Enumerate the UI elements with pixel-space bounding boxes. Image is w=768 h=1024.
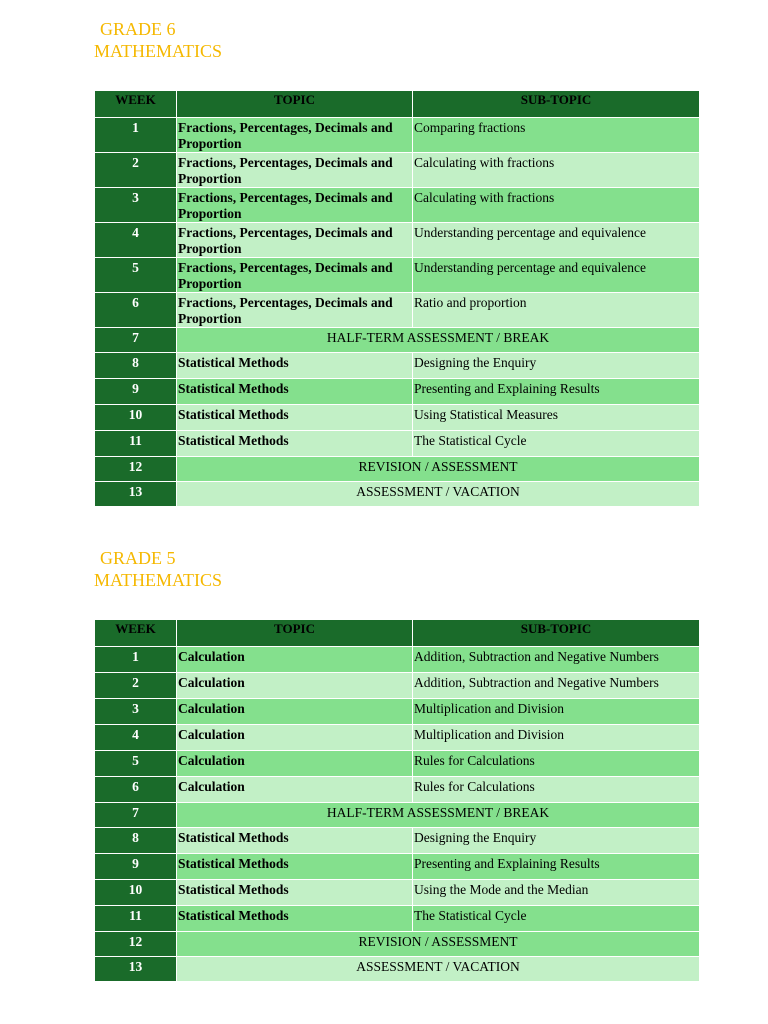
table-row [95,223,700,258]
merged-cell: HALF-TERM ASSESSMENT / BREAK [177,328,700,353]
subtopic-header: SUB-TOPIC [413,620,700,647]
table-row [95,431,700,457]
grade-label: GRADE 5 [100,548,176,568]
topic-cell: Statistical Methods [177,379,413,405]
week-cell: 6 [95,293,177,328]
week-cell: 11 [95,906,177,932]
topic-cell: Calculation [177,647,413,673]
table-row [95,647,700,673]
week-cell: 1 [95,647,177,673]
merged-cell: ASSESSMENT / VACATION [177,482,700,507]
subtopic-cell: Rules for Calculations [413,751,700,777]
topic-cell: Statistical Methods [177,854,413,880]
week-cell: 10 [95,405,177,431]
subject-label: MATHEMATICS [94,570,223,590]
table-row [95,153,700,188]
table-row [95,699,700,725]
week-cell: 2 [95,673,177,699]
merged-cell: REVISION / ASSESSMENT [177,932,700,957]
table-row [95,906,700,932]
topic-cell: Statistical Methods [177,353,413,379]
week-cell: 9 [95,854,177,880]
grade6-schedule-table [94,90,700,507]
table-row [95,482,700,507]
week-cell: 12 [95,932,177,957]
subtopic-cell: Ratio and proportion [413,293,700,328]
subtopic-cell: Presenting and Explaining Results [413,379,700,405]
table-row [95,777,700,803]
week-cell: 4 [95,725,177,751]
week-header: WEEK [95,91,177,118]
subtopic-cell: Understanding percentage and equivalence [413,258,700,293]
table-row [95,803,700,828]
week-cell: 6 [95,777,177,803]
subtopic-cell: Using Statistical Measures [413,405,700,431]
week-cell: 3 [95,188,177,223]
topic-cell: Calculation [177,673,413,699]
table-row [95,328,700,353]
week-cell: 4 [95,223,177,258]
subtopic-cell: The Statistical Cycle [413,431,700,457]
topic-cell: Statistical Methods [177,880,413,906]
subtopic-cell: Addition, Subtraction and Negative Numbers [413,647,700,673]
week-cell: 3 [95,699,177,725]
topic-cell: Statistical Methods [177,906,413,932]
table-row [95,828,700,854]
subtopic-cell: Calculating with fractions [413,188,700,223]
topic-cell: Calculation [177,725,413,751]
table-row [95,932,700,957]
week-cell: 1 [95,118,177,153]
subtopic-cell: Understanding percentage and equivalence [413,223,700,258]
week-cell: 5 [95,751,177,777]
subtopic-cell: Comparing fractions [413,118,700,153]
table-row [95,405,700,431]
week-cell: 9 [95,379,177,405]
topic-cell: Statistical Methods [177,431,413,457]
topic-header: TOPIC [177,91,413,118]
merged-cell: HALF-TERM ASSESSMENT / BREAK [177,803,700,828]
grade5-heading [94,547,699,591]
grade-label: GRADE 6 [100,19,176,39]
subtopic-cell: The Statistical Cycle [413,906,700,932]
week-cell: 7 [95,328,177,353]
week-cell: 13 [95,482,177,507]
week-cell: 12 [95,457,177,482]
table-row [95,673,700,699]
grade5-schedule-table [94,619,700,982]
topic-cell: Fractions, Percentages, Decimals and Proportion [177,293,413,328]
table-row [95,353,700,379]
week-cell: 10 [95,880,177,906]
table-row [95,188,700,223]
subtopic-cell: Presenting and Explaining Results [413,854,700,880]
subtopic-cell: Multiplication and Division [413,725,700,751]
grade6-section [94,18,699,499]
table-row [95,457,700,482]
subtopic-cell: Rules for Calculations [413,777,700,803]
table-row [95,725,700,751]
week-cell: 13 [95,957,177,982]
topic-cell: Fractions, Percentages, Decimals and Proportion [177,153,413,188]
table-row [95,379,700,405]
week-cell: 5 [95,258,177,293]
topic-header: TOPIC [177,620,413,647]
topic-cell: Fractions, Percentages, Decimals and Proportion [177,118,413,153]
week-cell: 7 [95,803,177,828]
topic-cell: Fractions, Percentages, Decimals and Proportion [177,258,413,293]
topic-cell: Statistical Methods [177,828,413,854]
week-cell: 11 [95,431,177,457]
grade5-section [94,547,699,974]
week-cell: 8 [95,828,177,854]
table-row [95,751,700,777]
subtopic-cell: Calculating with fractions [413,153,700,188]
merged-cell: REVISION / ASSESSMENT [177,457,700,482]
subtopic-cell: Designing the Enquiry [413,353,700,379]
week-cell: 8 [95,353,177,379]
table-row [95,880,700,906]
table-row [95,258,700,293]
topic-cell: Calculation [177,751,413,777]
subject-label: MATHEMATICS [94,41,223,61]
topic-cell: Fractions, Percentages, Decimals and Proportion [177,223,413,258]
week-cell: 2 [95,153,177,188]
table-row [95,957,700,982]
merged-cell: ASSESSMENT / VACATION [177,957,700,982]
table-row [95,118,700,153]
grade6-heading [94,18,699,62]
subtopic-cell: Multiplication and Division [413,699,700,725]
table-row [95,854,700,880]
week-header: WEEK [95,620,177,647]
subtopic-header: SUB-TOPIC [413,91,700,118]
topic-cell: Statistical Methods [177,405,413,431]
topic-cell: Calculation [177,699,413,725]
subtopic-cell: Using the Mode and the Median [413,880,700,906]
topic-cell: Fractions, Percentages, Decimals and Proportion [177,188,413,223]
topic-cell: Calculation [177,777,413,803]
subtopic-cell: Addition, Subtraction and Negative Numbers [413,673,700,699]
subtopic-cell: Designing the Enquiry [413,828,700,854]
table-row [95,293,700,328]
